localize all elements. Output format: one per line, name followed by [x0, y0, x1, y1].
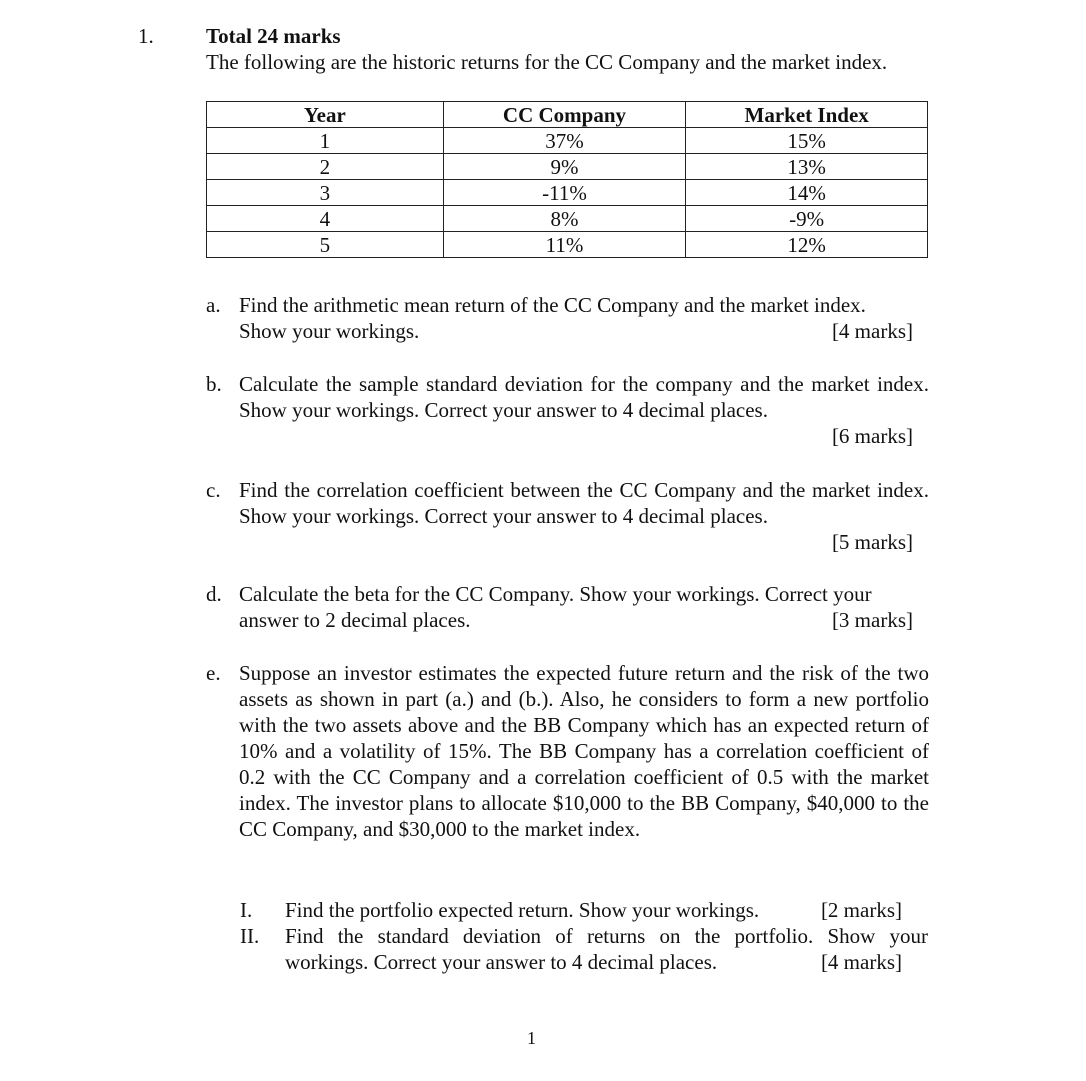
part-a-letter: a. [206, 293, 221, 317]
question-intro: The following are the historic returns for the CC Company and the market index. [206, 50, 888, 74]
part-d-letter: d. [206, 582, 222, 606]
cell-market-return: 15% [686, 128, 928, 154]
part-b-letter: b. [206, 372, 222, 396]
part-e-letter: e. [206, 661, 221, 685]
cell-market-return: 12% [686, 232, 928, 258]
subpart-ii-line1: Find the standard deviation of returns on the portfolio. Show your [285, 924, 928, 948]
cell-cc-return: -11% [443, 180, 686, 206]
part-a-line2: Show your workings. [239, 319, 420, 343]
subpart-i-marks: [2 marks] [820, 898, 902, 922]
returns-table [206, 101, 928, 258]
table-header-row [207, 102, 928, 128]
cell-cc-return: 9% [443, 154, 686, 180]
subpart-ii-line2: workings. Correct your answer to 4 decimal places. [285, 950, 718, 974]
cell-year: 5 [207, 232, 444, 258]
part-d-marks: [3 marks] [831, 608, 913, 632]
part-c-marks: [5 marks] [831, 530, 913, 554]
header-cc-company: CC Company [443, 102, 686, 128]
table-row [207, 206, 928, 232]
header-market-index: Market Index [686, 102, 928, 128]
cell-year: 3 [207, 180, 444, 206]
cell-year: 4 [207, 206, 444, 232]
part-d-line2: answer to 2 decimal places. [239, 608, 471, 632]
header-year: Year [207, 102, 444, 128]
part-e-text: Suppose an investor estimates the expected future return and the risk of the two assets as shown in part (a.) and (b.). Also, he considers to form a new portfolio with the two assets above and the BB Company which has an expected return of 10% and a volatility of 15%. The BB Company has a correlation coefficient of 0.2 with the CC Company and a correlation coefficient of 0.5 with the market index. The investor plans to allocate $10,000 to the BB Company, $40,000 to the CC Company, and $30,000 to the market index. [239, 661, 929, 841]
cell-market-return: 13% [686, 154, 928, 180]
part-c-letter: c. [206, 478, 221, 502]
subpart-ii-marks: [4 marks] [820, 950, 902, 974]
part-b-text: Calculate the sample standard deviation for the company and the market index. Show your workings. Correct your answer to 4 decimal places. [239, 372, 929, 422]
part-a-marks: [4 marks] [831, 319, 913, 343]
table-row [207, 128, 928, 154]
cell-cc-return: 8% [443, 206, 686, 232]
part-d-line1: Calculate the beta for the CC Company. Show your workings. Correct your [239, 582, 872, 606]
cell-market-return: -9% [686, 206, 928, 232]
question-title: Total 24 marks [206, 24, 341, 48]
cell-market-return: 14% [686, 180, 928, 206]
part-b-marks: [6 marks] [831, 424, 913, 448]
cell-cc-return: 11% [443, 232, 686, 258]
subpart-i-label: I. [240, 898, 253, 922]
table-row [207, 232, 928, 258]
page-number: 1 [527, 1028, 536, 1048]
part-a-line2-row [239, 318, 913, 344]
question-number: 1. [138, 24, 154, 48]
subpart-ii-line2-row [285, 949, 902, 975]
cell-year: 2 [207, 154, 444, 180]
table-row [207, 154, 928, 180]
table-row [207, 180, 928, 206]
subpart-i-text: Find the portfolio expected return. Show your workings. [285, 898, 760, 922]
part-d-line2-row [239, 607, 913, 633]
part-a-line1: Find the arithmetic mean return of the CC Company and the market index. [239, 293, 866, 317]
subpart-i-row [285, 897, 902, 923]
subpart-ii-label: II. [240, 924, 260, 948]
cell-year: 1 [207, 128, 444, 154]
part-c-text: Find the correlation coefficient between the CC Company and the market index. Show your workings. Correct your answer to 4 decimal places. [239, 478, 929, 528]
cell-cc-return: 37% [443, 128, 686, 154]
